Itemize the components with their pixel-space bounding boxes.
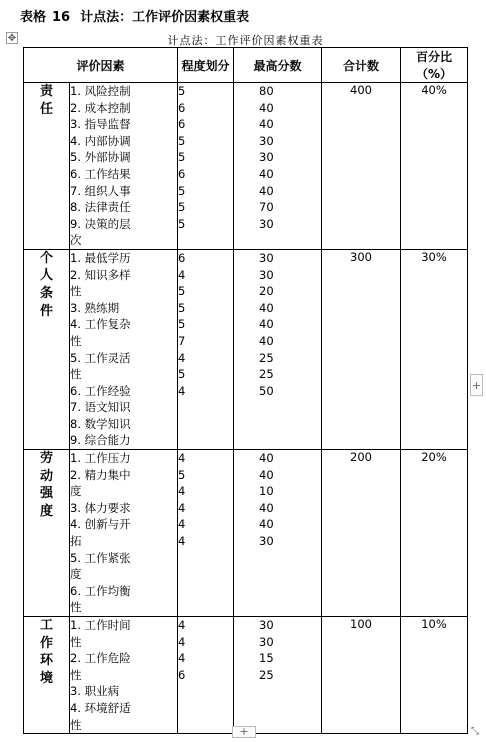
factor-item: 3. 职业病 bbox=[70, 684, 120, 699]
max-score-value: 25 bbox=[259, 667, 274, 682]
caption-title: 计点法：工作评价因素权重表 bbox=[80, 10, 250, 25]
degree-value-cell bbox=[178, 83, 234, 250]
max-score-value: 50 bbox=[259, 383, 274, 398]
factor-item: 4. 创新与开 bbox=[70, 517, 131, 532]
table-subtitle: 计点法：工作评价因素权重表 bbox=[167, 34, 324, 47]
max-score-value-cell bbox=[234, 450, 322, 617]
category-row bbox=[24, 617, 468, 734]
factor-item: 次 bbox=[70, 233, 82, 248]
degree-value: 5 bbox=[178, 183, 186, 198]
factor-item: 性 bbox=[70, 717, 82, 732]
degree-value: 5 bbox=[178, 150, 186, 165]
category-percent: 30% bbox=[401, 249, 468, 449]
degree-value: 5 bbox=[178, 367, 186, 382]
factor-item: 度 bbox=[70, 567, 82, 582]
header-total: 合计数 bbox=[322, 48, 401, 83]
factor-item: 2. 知识多样 bbox=[70, 267, 131, 282]
max-score-value: 80 bbox=[259, 84, 274, 98]
factor-item: 2. 成本控制 bbox=[70, 100, 131, 115]
max-score-value: 40 bbox=[259, 517, 274, 532]
degree-value: 6 bbox=[178, 667, 186, 682]
max-score-value: 30 bbox=[259, 216, 274, 231]
degree-value: 4 bbox=[178, 383, 186, 398]
max-score-value: 40 bbox=[259, 451, 274, 466]
factor-item: 9. 决策的层 bbox=[70, 216, 131, 231]
max-score-value: 15 bbox=[259, 651, 274, 666]
factor-item: 6. 工作结果 bbox=[70, 166, 131, 181]
degree-value: 4 bbox=[178, 267, 186, 282]
factor-item: 性 bbox=[70, 634, 82, 649]
factor-item: 5. 外部协调 bbox=[70, 150, 131, 165]
factor-item: 8. 数学知识 bbox=[70, 416, 131, 431]
max-score-value: 40 bbox=[259, 317, 274, 332]
factor-item: 8. 法律责任 bbox=[70, 200, 131, 215]
max-score-value: 30 bbox=[259, 634, 274, 649]
max-score-value-cell bbox=[234, 617, 322, 734]
factor-item: 性 bbox=[70, 667, 82, 682]
max-score-value: 40 bbox=[259, 117, 274, 132]
degree-value: 4 bbox=[178, 517, 186, 532]
category-total: 100 bbox=[322, 617, 401, 734]
category-percent: 40% bbox=[401, 83, 468, 250]
factor-item: 3. 熟练期 bbox=[70, 300, 120, 315]
max-score-value: 40 bbox=[259, 183, 274, 198]
factor-item: 度 bbox=[70, 484, 82, 499]
factor-item: 1. 工作压力 bbox=[70, 451, 131, 466]
factor-item-cell bbox=[70, 450, 178, 617]
caption-prefix: 表格 bbox=[20, 10, 47, 25]
add-row-plus-icon[interactable]: + bbox=[232, 726, 256, 738]
factor-item: 2. 工作危险 bbox=[70, 651, 131, 666]
category-name-cell bbox=[24, 83, 70, 250]
factor-item: 7. 语文知识 bbox=[70, 400, 131, 415]
max-score-value: 40 bbox=[259, 500, 274, 515]
degree-value: 7 bbox=[178, 333, 186, 348]
category-total: 400 bbox=[322, 83, 401, 250]
degree-value: 4 bbox=[178, 534, 186, 549]
factor-item: 6. 工作均衡 bbox=[70, 583, 131, 598]
degree-value: 5 bbox=[178, 200, 186, 215]
category-total: 200 bbox=[322, 450, 401, 617]
degree-value: 6 bbox=[178, 117, 186, 132]
factor-item-cell bbox=[70, 83, 178, 250]
factor-item: 5. 工作灵活 bbox=[70, 350, 131, 365]
factor-item: 拓 bbox=[70, 534, 82, 549]
max-score-value: 30 bbox=[259, 250, 274, 265]
degree-value: 5 bbox=[178, 133, 186, 148]
factor-item-cell bbox=[70, 617, 178, 734]
max-score-value: 30 bbox=[259, 618, 274, 632]
factor-item: 2. 精力集中 bbox=[70, 467, 131, 482]
caption-number: 16 bbox=[52, 10, 71, 25]
degree-value: 4 bbox=[178, 350, 186, 365]
degree-value: 5 bbox=[178, 317, 186, 332]
factor-item: 3. 指导监督 bbox=[70, 117, 131, 132]
factor-item: 3. 体力要求 bbox=[70, 500, 131, 515]
factor-item: 性 bbox=[70, 600, 82, 615]
factor-item: 1. 风险控制 bbox=[70, 84, 131, 98]
degree-value: 6 bbox=[178, 166, 186, 181]
category-name: 劳动强度 bbox=[40, 451, 54, 519]
degree-value: 5 bbox=[178, 84, 186, 98]
header-factor: 评价因素 bbox=[24, 48, 178, 83]
max-score-value: 25 bbox=[259, 367, 274, 382]
max-score-value: 30 bbox=[259, 534, 274, 549]
max-score-value-cell bbox=[234, 83, 322, 250]
category-name-cell bbox=[24, 617, 70, 734]
degree-value: 5 bbox=[178, 284, 186, 299]
factor-item: 性 bbox=[70, 333, 82, 348]
header-percent: 百分比（%） bbox=[401, 48, 468, 83]
category-row bbox=[24, 83, 468, 250]
degree-value: 5 bbox=[178, 467, 186, 482]
category-name: 工作环境 bbox=[40, 618, 54, 686]
max-score-value: 30 bbox=[259, 150, 274, 165]
max-score-value: 40 bbox=[259, 333, 274, 348]
max-score-value: 40 bbox=[259, 166, 274, 181]
table-caption bbox=[20, 6, 249, 25]
category-name: 责任 bbox=[40, 84, 54, 117]
factor-item: 9. 综合能力 bbox=[70, 433, 131, 448]
degree-value: 4 bbox=[178, 484, 186, 499]
table-resize-icon[interactable]: ⤡ bbox=[471, 726, 479, 737]
factor-item: 1. 工作时间 bbox=[70, 618, 131, 632]
max-score-value: 30 bbox=[259, 267, 274, 282]
max-score-value: 40 bbox=[259, 467, 274, 482]
category-row bbox=[24, 450, 468, 617]
max-score-value: 30 bbox=[259, 133, 274, 148]
factor-item: 1. 最低学历 bbox=[70, 250, 131, 265]
category-name-cell bbox=[24, 450, 70, 617]
max-score-value: 40 bbox=[259, 300, 274, 315]
factor-item: 性 bbox=[70, 284, 82, 299]
max-score-value: 10 bbox=[259, 484, 274, 499]
max-score-value-cell bbox=[234, 249, 322, 449]
weight-table bbox=[23, 47, 468, 734]
degree-value: 4 bbox=[178, 618, 186, 632]
factor-item: 4. 环境舒适 bbox=[70, 700, 131, 715]
table-move-handle-icon[interactable]: ✥ bbox=[7, 33, 17, 44]
max-score-value: 40 bbox=[259, 100, 274, 115]
factor-item: 4. 工作复杂 bbox=[70, 317, 131, 332]
degree-value-cell bbox=[178, 249, 234, 449]
category-percent: 10% bbox=[401, 617, 468, 734]
degree-value-cell bbox=[178, 617, 234, 734]
degree-value-cell bbox=[178, 450, 234, 617]
factor-item: 7. 组织人事 bbox=[70, 183, 131, 198]
category-name-cell bbox=[24, 249, 70, 449]
degree-value: 6 bbox=[178, 250, 186, 265]
category-row bbox=[24, 249, 468, 449]
max-score-value: 70 bbox=[259, 200, 274, 215]
factor-item: 4. 内部协调 bbox=[70, 133, 131, 148]
header-max-score: 最高分数 bbox=[234, 48, 322, 83]
max-score-value: 25 bbox=[259, 350, 274, 365]
add-column-plus-icon[interactable]: + bbox=[470, 374, 483, 396]
degree-value: 4 bbox=[178, 500, 186, 515]
degree-value: 5 bbox=[178, 300, 186, 315]
factor-item: 性 bbox=[70, 367, 82, 382]
factor-item: 5. 工作紧张 bbox=[70, 550, 131, 565]
max-score-value: 20 bbox=[259, 284, 274, 299]
degree-value: 6 bbox=[178, 100, 186, 115]
degree-value: 4 bbox=[178, 651, 186, 666]
degree-value: 4 bbox=[178, 451, 186, 466]
category-total: 300 bbox=[322, 249, 401, 449]
degree-value: 5 bbox=[178, 216, 186, 231]
factor-item: 6. 工作经验 bbox=[70, 383, 131, 398]
category-percent: 20% bbox=[401, 450, 468, 617]
category-name: 个人条件 bbox=[40, 250, 54, 319]
header-degree: 程度划分 bbox=[178, 48, 234, 83]
header-row bbox=[24, 48, 468, 83]
degree-value: 4 bbox=[178, 634, 186, 649]
factor-item-cell bbox=[70, 249, 178, 449]
